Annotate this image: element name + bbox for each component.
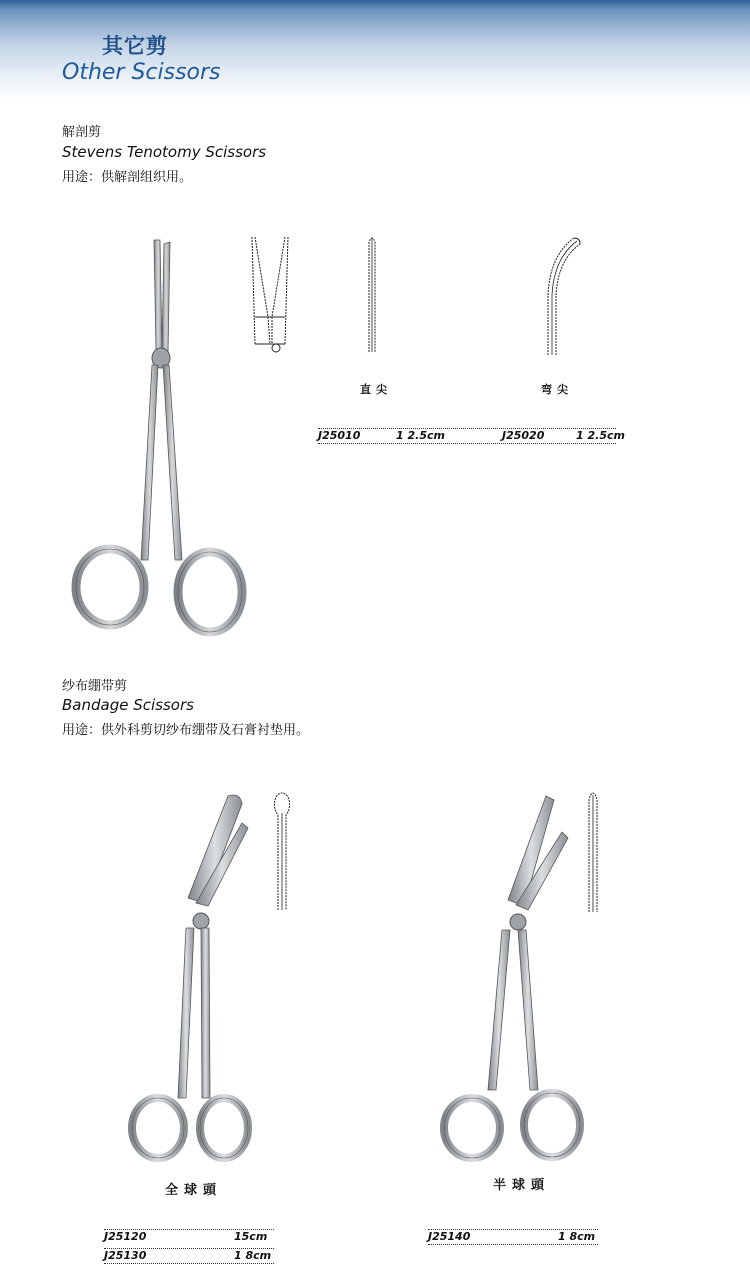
straight-tip-label: 直尖	[360, 383, 392, 396]
spec-size: 15cm	[234, 1230, 268, 1243]
bandage-scissors-full-ball-image	[128, 788, 258, 1163]
joint-detail-drawing	[250, 232, 290, 357]
stevens-usage: 用途：供解剖组织用。	[62, 170, 193, 185]
stevens-spec-table	[318, 428, 625, 444]
spec-code: J25140	[428, 1230, 471, 1243]
half-ball-tip-drawing	[583, 785, 603, 915]
bandage-left-spec-row	[104, 1229, 274, 1244]
spec-size: 1 8cm	[234, 1249, 272, 1262]
bandage-scissors-half-ball-image	[438, 790, 588, 1165]
spec-code: J25120	[104, 1230, 147, 1243]
spec-code: J25020	[502, 429, 545, 442]
spec-size: 1 2.5cm	[576, 429, 625, 442]
spec-code: J25010	[318, 429, 361, 442]
bandage-usage: 用途：供外科剪切纱布绷带及石膏衬垫用。	[62, 723, 310, 738]
half-ball-label: 半球頭	[493, 1178, 551, 1193]
full-ball-label: 全球頭	[165, 1183, 223, 1198]
bandage-name-cn: 纱布绷带剪	[62, 679, 128, 694]
curved-tip-drawing	[540, 230, 585, 360]
stevens-name-en: Stevens Tenotomy Scissors	[62, 143, 267, 161]
bandage-name-en: Bandage Scissors	[62, 696, 194, 714]
bandage-left-spec-row	[104, 1248, 274, 1264]
spec-size: 1 8cm	[558, 1230, 596, 1243]
bandage-right-spec-row	[428, 1229, 598, 1245]
full-ball-tip-drawing	[270, 785, 295, 913]
spec-code: J25130	[104, 1249, 147, 1262]
section-title-en: Other Scissors	[62, 60, 221, 85]
curved-tip-label: 弯尖	[541, 383, 573, 396]
stevens-scissors-image	[60, 230, 260, 640]
straight-tip-drawing	[362, 232, 382, 357]
section-title-cn: 其它剪	[102, 34, 168, 58]
spec-size: 1 2.5cm	[396, 429, 445, 442]
stevens-name-cn: 解剖剪	[62, 125, 102, 140]
